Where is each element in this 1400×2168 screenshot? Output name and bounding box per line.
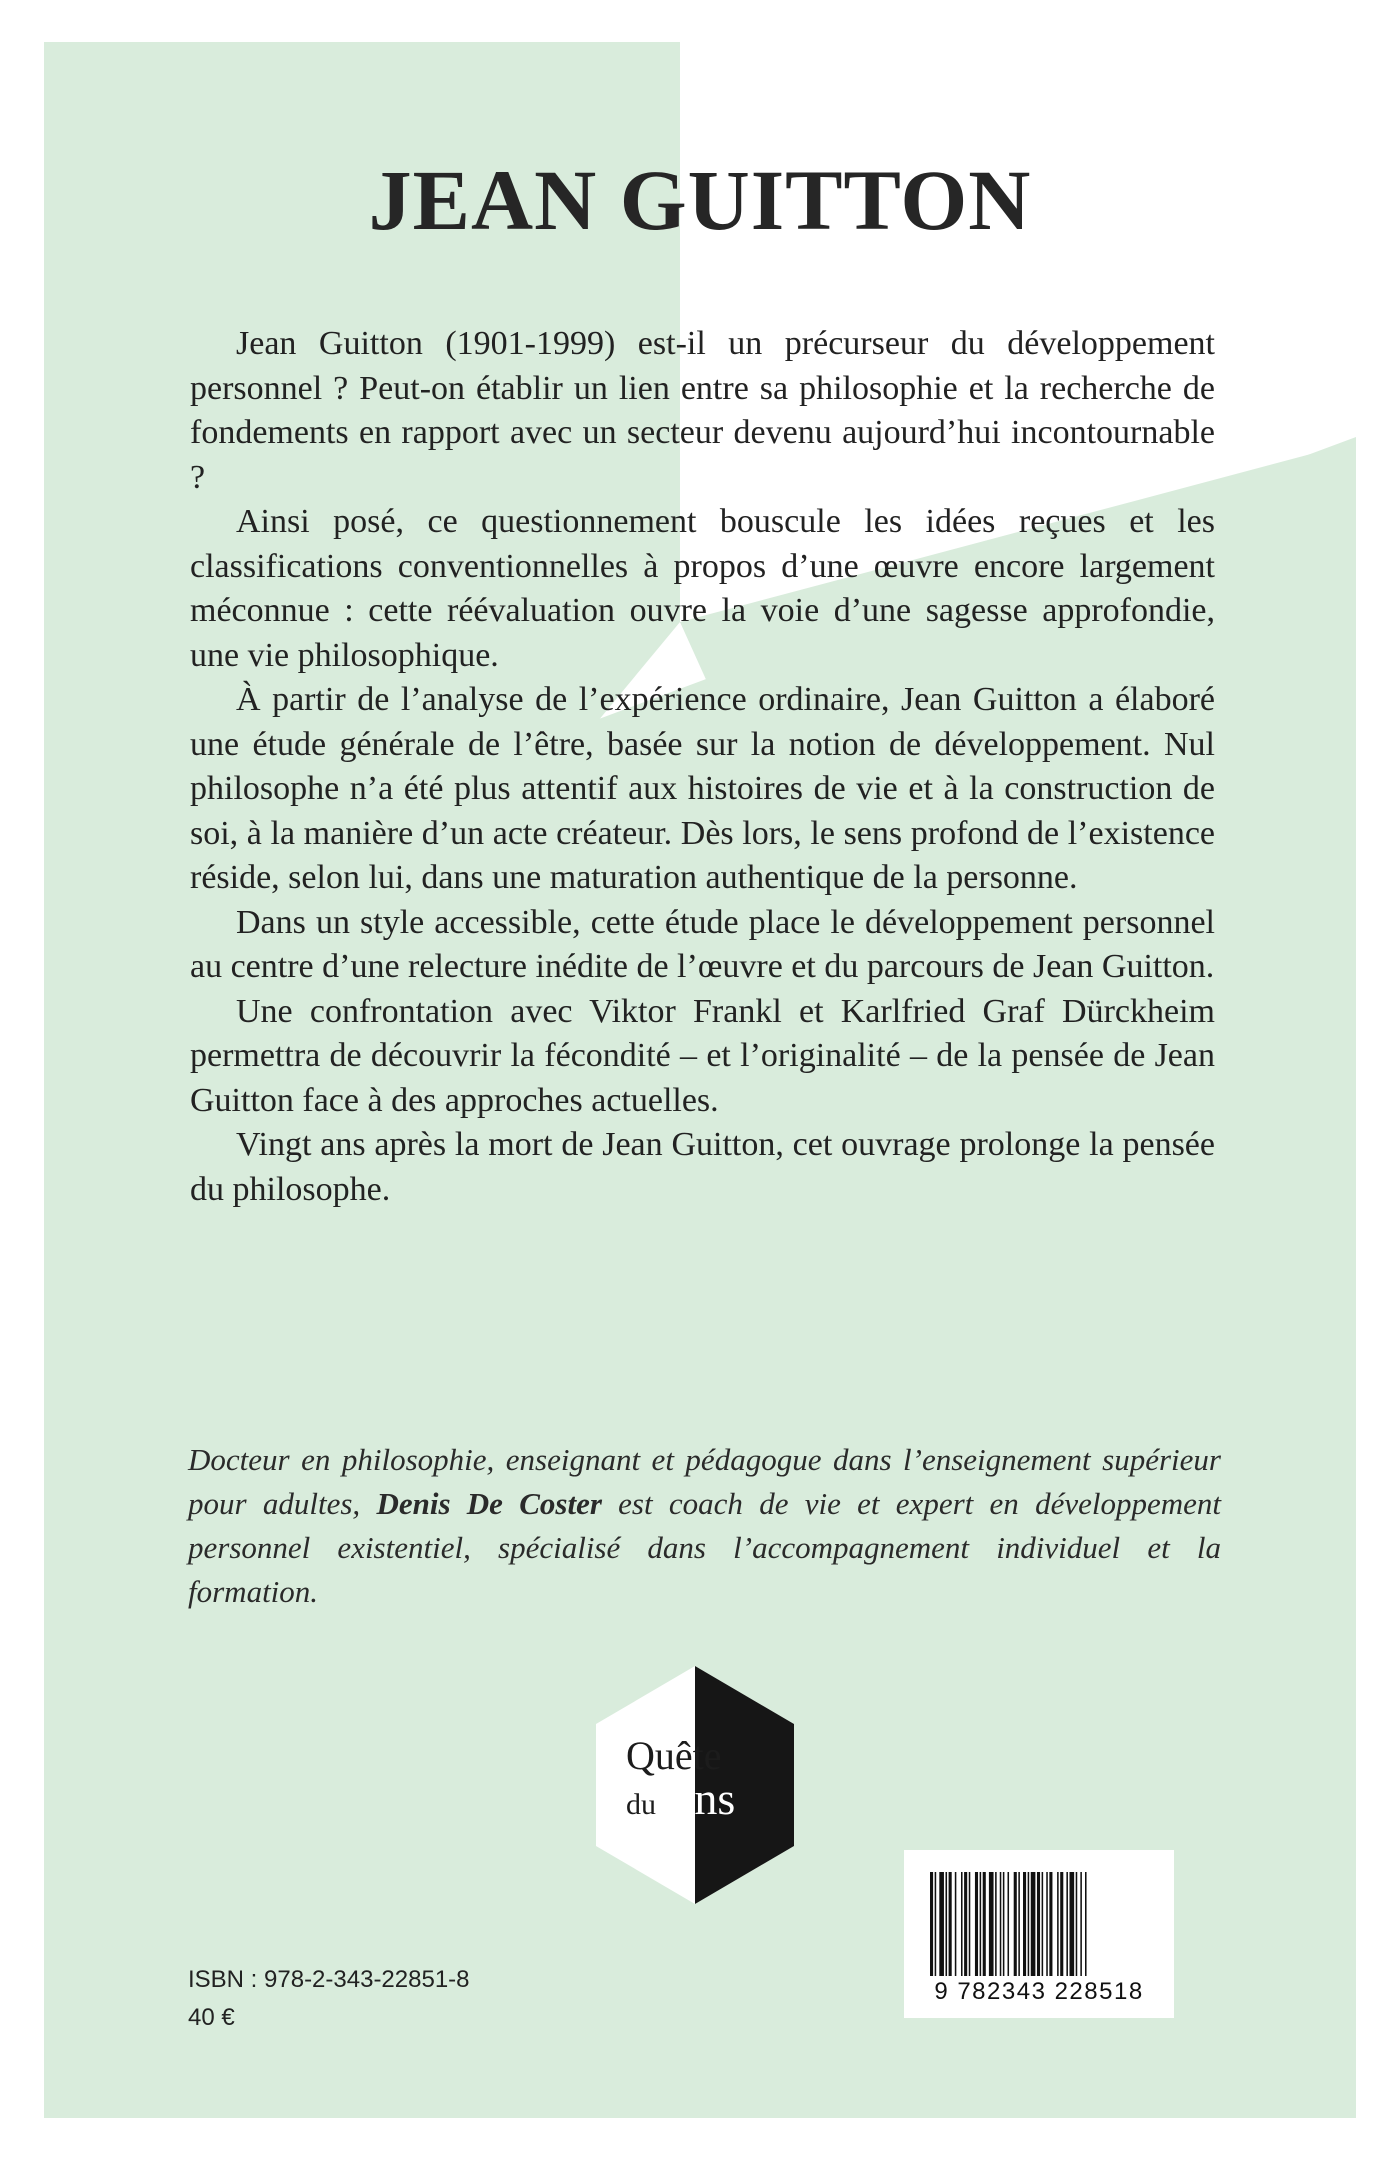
barcode-bar	[1000, 1872, 1002, 1976]
barcode-bar	[1008, 1872, 1010, 1976]
barcode-bar	[964, 1872, 967, 1976]
barcode-bar	[1042, 1872, 1044, 1976]
barcode-bar	[946, 1872, 948, 1976]
barcode-bar	[969, 1872, 971, 1976]
barcode-bar	[949, 1872, 952, 1976]
book-title: JEAN GUITTON	[368, 152, 1032, 248]
summary-paragraph: Vingt ans après la mort de Jean Guitton, cet ouvrage prolonge la pensée du philosophe.	[190, 1126, 1215, 1208]
barcode-bar	[975, 1872, 978, 1976]
summary-paragraph: Une confrontation avec Viktor Frankl et Karlfried Graf Dürckheim permettra de découvrir la fécondité – et l’originalité – de la pensée de Jean Guitton face à des approches actuelles.	[190, 992, 1215, 1119]
barcode-bar	[1014, 1872, 1017, 1976]
barcode-bar	[989, 1872, 994, 1976]
author-bio-rest: est coach de vie et expert en développement personnel existentiel, spécialisé dans l’accompagnement individuel et la formation.	[188, 1486, 1221, 1609]
barcode-bar	[1076, 1872, 1078, 1976]
summary-paragraph: Dans un style accessible, cette étude place le développement personnel au centre d’une relecture inédite de l’œuvre et du parcours de Jean Guitton.	[190, 903, 1215, 985]
barcode-bar	[935, 1872, 937, 1976]
logo-word-du: du	[626, 1788, 656, 1821]
barcode-bar	[983, 1872, 986, 1976]
barcode-bar	[980, 1872, 982, 1976]
barcode-bar	[1037, 1872, 1040, 1976]
barcode-box	[904, 1850, 1174, 2018]
author-name: Denis De Coster	[376, 1486, 602, 1521]
barcode-bar	[955, 1872, 957, 1976]
barcode-bar	[961, 1872, 963, 1976]
summary-paragraph: Ainsi posé, ce questionnement bouscule les idées reçues et les classifications conventionnelles à propos d’une œuvre encore largement méconnue : cette réévaluation ouvre la voie d’une sagesse approfondie, une vie philosophique.	[190, 503, 1215, 674]
barcode-bar	[1028, 1872, 1030, 1976]
logo-word-sens: sens	[656, 1773, 736, 1824]
barcode-bar	[1018, 1872, 1020, 1976]
summary-paragraph: À partir de l’analyse de l’expérience ordinaire, Jean Guitton a élaboré une étude générale de l’être, basée sur la notion de développement. Nul philosophe n’a été plus attentif aux histoires de vie et à la construction de soi, à la manière d’un acte créateur. Dès lors, le sens profond de l’existence réside, selon lui, dans une maturation authentique de la personne.	[190, 681, 1215, 896]
barcode-bar	[1080, 1872, 1082, 1976]
barcode-bar	[1057, 1872, 1059, 1976]
summary-paragraph: Jean Guitton (1901-1999) est-il un précurseur du développement personnel ? Peut-on établir un lien entre sa philosophie et la recherche de fondements en rapport avec un secteur devenu aujourd’hui incontournable ?	[190, 325, 1215, 496]
barcode-bar	[1023, 1872, 1026, 1976]
author-bio-intro: Docteur en philosophie, enseignant et pédagogue dans l’enseignement supérieur pour adultes,	[188, 1442, 1221, 1521]
barcode-bar	[1046, 1872, 1048, 1976]
barcode-icon	[926, 1872, 1152, 1984]
price-label: 40 €	[188, 2004, 235, 2031]
barcode-bar	[1085, 1872, 1087, 1976]
barcode-bar	[1049, 1872, 1052, 1976]
logo-word-quete: Quête	[626, 1733, 722, 1778]
book-back-cover	[44, 42, 1356, 2118]
author-bio	[188, 1438, 1221, 1614]
barcode-bar	[1070, 1872, 1075, 1976]
barcode-bar	[1031, 1872, 1036, 1976]
barcode-bar	[930, 1872, 933, 1976]
barcode-bar	[1003, 1872, 1005, 1976]
barcode-digits: 9 782343 228518	[934, 1978, 1144, 2005]
logo-wordmark	[590, 1662, 800, 1908]
barcode-bar	[939, 1872, 944, 1976]
barcode-bar	[1066, 1872, 1068, 1976]
barcode-bar	[995, 1872, 997, 1976]
publisher-collection-logo	[590, 1662, 800, 1908]
summary-text	[190, 322, 1215, 1212]
isbn-label: ISBN : 978-2-343-22851-8	[188, 1966, 470, 1993]
barcode-bar	[1060, 1872, 1063, 1976]
logo-word-du-sens	[626, 1772, 735, 1825]
